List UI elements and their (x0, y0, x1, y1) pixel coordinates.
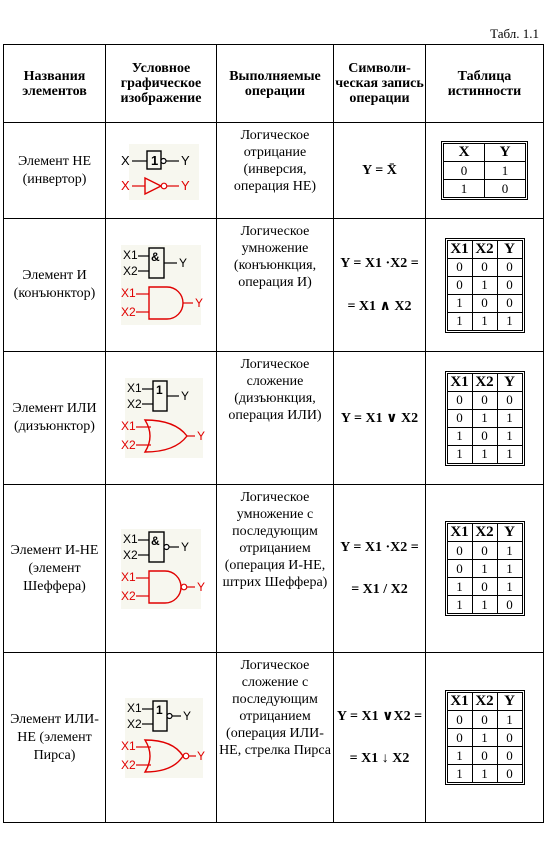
graphic-cell (106, 485, 217, 653)
svg-text:X1: X1 (121, 419, 136, 433)
svg-text:X2: X2 (123, 264, 138, 278)
operation-text: Логическое отрицание (инверсия, операция НЕ) (217, 123, 334, 219)
svg-text:X1: X1 (121, 569, 136, 584)
svg-text:1: 1 (156, 702, 163, 717)
svg-text:Y: Y (181, 177, 190, 193)
svg-text:Y: Y (181, 152, 190, 168)
symbolic-notation (334, 219, 426, 352)
truth-table: X1 X2 Y 0 0 0 0 1 1 1 0 1 1 1 1 (447, 373, 523, 464)
svg-text:Y: Y (195, 296, 204, 310)
svg-text:X1: X1 (121, 738, 136, 753)
formula-line: Y = X1 ·X2 = (340, 539, 419, 555)
svg-text:X2: X2 (121, 438, 136, 452)
truth-table: X1 X2 Y 0 0 1 0 1 1 1 0 1 1 1 0 (447, 523, 523, 614)
svg-text:Y: Y (197, 748, 206, 763)
formula-line: Y = X1 ∨ X2 (340, 410, 419, 426)
nand-gate-icon (111, 527, 211, 611)
and-gate-icon (111, 243, 211, 327)
svg-text:X: X (121, 152, 130, 168)
svg-text:Y: Y (197, 429, 206, 443)
truth-cell (426, 485, 544, 653)
formula-line: = X1 ∧ X2 (347, 298, 412, 314)
element-name: Элемент И (конъюнктор) (4, 219, 106, 352)
logic-elements-table (3, 44, 544, 823)
table-caption: Табл. 1.1 (490, 26, 539, 41)
svg-text:X2: X2 (121, 305, 136, 319)
svg-text:X1: X1 (127, 381, 142, 395)
operation-text: Логическое сложение (дизъюнкция, операция ИЛИ) (217, 352, 334, 485)
graphic-cell (106, 352, 217, 485)
svg-text:X2: X2 (121, 757, 136, 772)
element-name: Элемент И-НЕ (элемент Шеффера) (4, 485, 106, 653)
header-operations: Выполняемые операции (217, 45, 334, 123)
nor-gate-icon (111, 696, 211, 780)
table-row (4, 123, 544, 219)
header-truth-table: Таблица истинности (426, 45, 544, 123)
table-row (4, 485, 544, 653)
svg-text:&: & (151, 533, 160, 548)
header-row (4, 45, 544, 123)
element-name: Элемент ИЛИ (дизъюнктор) (4, 352, 106, 485)
table-row (4, 653, 544, 823)
formula-line: Y = X1 ∨X2 = (336, 709, 423, 724)
svg-text:X1: X1 (121, 286, 136, 300)
operation-text: Логическое умножение с последующим отрицанием (операция И-НЕ, штрих Шеффера) (217, 485, 334, 653)
svg-text:X1: X1 (123, 248, 138, 262)
truth-table: X1 X2 Y 0 0 0 0 1 0 1 0 0 1 1 1 (447, 240, 523, 331)
symbolic-notation (334, 653, 426, 823)
operation-text: Логическое умножение (конъюнкция, операция И) (217, 219, 334, 352)
svg-text:Y: Y (183, 708, 192, 723)
svg-text:X: X (121, 177, 130, 193)
svg-text:X2: X2 (121, 588, 136, 603)
graphic-cell (106, 123, 217, 219)
truth-table: X1 X2 Y 0 0 1 0 1 0 1 0 0 1 1 0 (447, 692, 523, 783)
header-names: Названия элементов (4, 45, 106, 123)
formula-line: = X1 ↓ X2 (349, 751, 410, 766)
table-row (4, 352, 544, 485)
graphic-cell (106, 219, 217, 352)
svg-text:Y: Y (179, 256, 188, 270)
truth-cell (426, 352, 544, 485)
not-gate-icon (111, 140, 211, 202)
truth-table: X Y 0 1 1 0 (443, 143, 526, 198)
header-symbolic: Символи-ческая запись операции (334, 45, 426, 123)
symbolic-notation (334, 123, 426, 219)
graphic-cell (106, 653, 217, 823)
svg-text:X1: X1 (123, 531, 138, 546)
svg-text:Y: Y (197, 579, 206, 594)
symbolic-notation (334, 485, 426, 653)
element-name: Элемент НЕ (инвертор) (4, 123, 106, 219)
truth-cell (426, 123, 544, 219)
svg-text:X2: X2 (123, 547, 138, 562)
svg-text:Y: Y (181, 539, 190, 554)
svg-text:&: & (151, 250, 160, 264)
svg-text:X2: X2 (127, 397, 142, 411)
table-row (4, 219, 544, 352)
operation-text: Логическое сложение с последующим отрицанием (операция ИЛИ-НЕ, стрелка Пирса (217, 653, 334, 823)
svg-text:X2: X2 (127, 716, 142, 731)
formula-line: Y = X̄ (362, 162, 397, 178)
svg-text:1: 1 (156, 383, 163, 397)
formula-line: = X1 / X2 (351, 581, 408, 597)
svg-text:1: 1 (151, 152, 159, 168)
element-name: Элемент ИЛИ-НЕ (элемент Пирса) (4, 653, 106, 823)
svg-text:Y: Y (181, 389, 190, 403)
truth-cell (426, 653, 544, 823)
symbolic-notation (334, 352, 426, 485)
truth-cell (426, 219, 544, 352)
formula-line: Y = X1 ·X2 = (340, 255, 419, 271)
svg-text:X1: X1 (127, 700, 142, 715)
header-graphic: Условное графическое изображение (106, 45, 217, 123)
or-gate-icon (111, 376, 211, 460)
